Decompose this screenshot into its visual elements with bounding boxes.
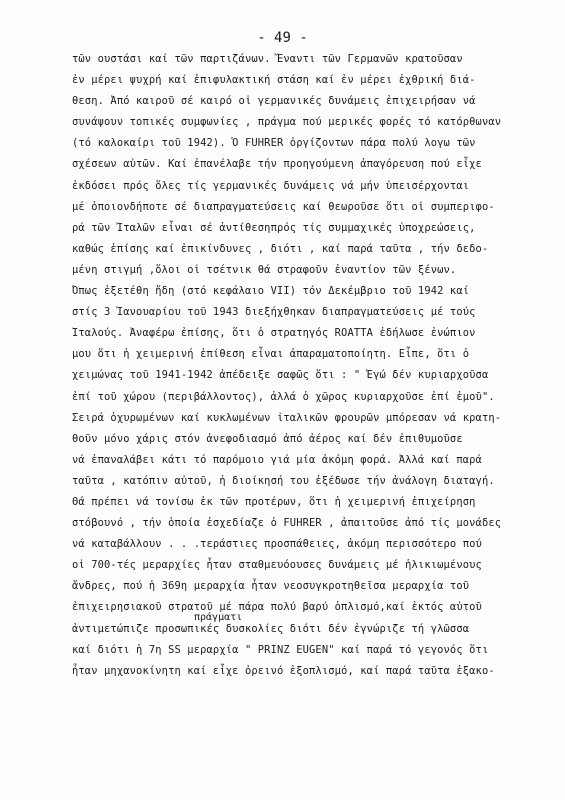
text-line: ἐκδόσει πρός ὅλες τίς γερμανικές δυνάμεις νά μήν ὑπεισέρχονται [72, 179, 470, 192]
text-line: στίς 3 Ἰανουαρίου τοῦ 1943 διεξήχθηκαν διαπραγματεύσεις μέ τούς [72, 306, 476, 319]
text-line: ἐπιχειρησιακοῦ στρατοῦ μέ πάρα πολύ βαρύ ὁπλισμό,καί ἐκτός αὐτοῦ [72, 601, 482, 614]
text-line: ἀντιμετώπιζε προσωπικές δυσκολίες διότι δέν ἐγνώριζε τή γλῶσσα [72, 622, 470, 635]
text-line: καθώς ἐπίσης καί ἐπικίνδυνες , διότι , καί παρά ταῦτα , τήν δεδο- [72, 242, 489, 255]
text-line: Ἰταλούς. Ἀναφέρω ἐπίσης, ὅτι ὁ στρατηγός ROATTA ἐδήλωσε ἐνώπιον [72, 327, 476, 340]
text-line: χειμώνας τοῦ 1941-1942 ἀπέδειξε σαφῶς ὅτι : " Ἐγώ δέν κυριαρχοῦσα [72, 369, 489, 382]
text-line: καί διότι ἡ 7η SS μεραρχία " PRINZ EUGEN" καί παρά τό γεγονός ὅτι [72, 643, 489, 656]
text-line: μέ ὁποιονδήποτε σέ διαπραγματεύσεις καί θεωροῦσε ὅτι οἱ συμπεριφο- [72, 200, 495, 213]
body-text [72, 49, 550, 682]
text-line: σχέσεων αὐτῶν. Καί ἐπανέλαβε τήν προηγούμενη ἀπαγόρευση πού εἶχε [72, 158, 482, 171]
text-line: οἱ 700-τές μεραρχίες ἦταν σταθμευόουσες δυνάμεις μέ ἡλικιωμένους [72, 559, 482, 572]
text-line: συνάψουν τοπικές συμφωνίες , πράγμα πού μερικές φορές τό κατόρθωναν [72, 116, 502, 129]
text-line: νά ἐπαναλάβει κάτι τό παρόμοιο γιά μία ἀκόμη φορά. Ἀλλά καί παρά [72, 453, 482, 466]
text-line: Ὅπως ἐξετέθη ἤδη (στό κεφάλαιο VII) τόν Δεκέμβριο τοῦ 1942 καί [72, 285, 470, 298]
text-line: ἄνδρες, πού ἡ 369η μεραρχία ἦταν νεοσυγκροτηθεῖσα μεραρχία τοῦ [72, 580, 470, 593]
text-line: Θά πρέπει νά τονίσω ἐκ τῶν προτέρων, ὅτι ἡ χειμερινή ἐπιχείρηση [72, 495, 476, 508]
text-line: μου ὅτι ἡ χειμερινή ἐπίθεση εἶναι ἀπαραματοποίητη. Εἶπε, ὅτι ὁ [72, 348, 470, 361]
text-line: τῶν ουστάσι καί τῶν παρτιζάνων. Ἔναντι τῶν Γερμανῶν κρατοῦσαν [72, 53, 463, 65]
text-line: ἐν μέρει ψυχρή καί ἐπιφυλακτική στάση καί ἐν μέρει ἐχθρική διά- [72, 74, 476, 87]
interlinear-insertion: πράγματι [194, 612, 243, 623]
text-line: νά καταβάλλουν . . .τεράστιες προσπάθειες, ἀκόμη περισσότερο πού [72, 538, 482, 551]
text-line: ταῦτα , κατόπιν αὐτοῦ, ἡ διοίκησή του ἐξέδωσε τήν ἀνάλογη διαταγή. [72, 474, 495, 487]
text-line: στόβουνό , τήν ὁποία ἐσχεδίαζε ὁ FUHRER , ἀπαιτοῦσε ἀπό τίς μονάδες [72, 517, 502, 530]
text-line: μένη στιγμή ,ὅλοι οἱ τσέτνικ θά στραφοῦν ἐναντίον τῶν ξένων. [72, 263, 457, 276]
text-line: Σειρά ὀχυρωμένων καί κυκλωμένων ἰταλικῶν φρουρῶν μπόρεσαν νά κρατη- [72, 411, 502, 424]
text-line: ἐπί τοῦ χώρου (περιβάλλοντος), ἀλλά ὁ χῶρος κυριαρχοῦσε ἐπί ἐμοῦ". [72, 390, 495, 403]
text-line: (τό καλοκαίρι τοῦ 1942). Ὁ FUHRER ὀργίζοντων πάρα πολύ λογω τῶν [72, 137, 476, 150]
text-line: ἦταν μηχανοκίνητη καί εἶχε ὀρεινό ἐξοπλισμό, καί παρά ταῦτα ἐξακο- [72, 664, 495, 677]
page-number: - 49 - [257, 30, 308, 46]
text-line: θεση. Ἀπό καιροῦ σέ καιρό οἱ γερμανικές δυνάμεις ἐπιχειρήσαν νά [72, 95, 476, 108]
text-line: ρά τῶν Ἰταλῶν εἶναι σέ ἀντίθεσηπρός τίς συμμαχικές ὑποχρεώσεις, [72, 221, 476, 234]
text-line: θοῦν μόνο χάρις στόν ἀνεφοδιασμό ἀπό ἀέρος καί δέν ἐπιθυμοῦσε [72, 432, 463, 445]
